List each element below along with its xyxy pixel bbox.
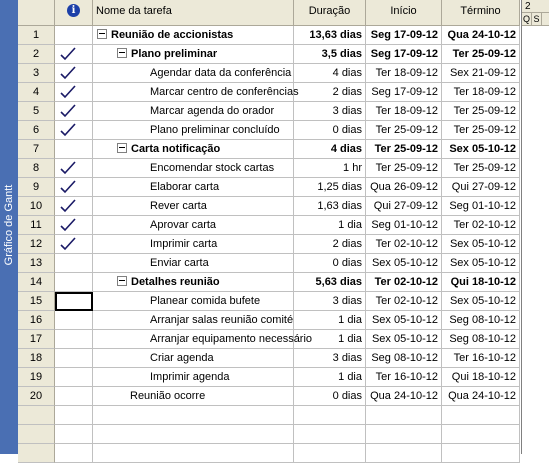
timescale-day: Q (522, 14, 530, 24)
task-row[interactable] (18, 216, 520, 235)
finish-cell[interactable]: Ter 16-10-12 (442, 349, 520, 368)
finish-cell[interactable]: Qua 24-10-12 (442, 387, 520, 406)
task-name-cell[interactable] (93, 368, 294, 387)
start-cell[interactable]: Seg 08-10-12 (366, 349, 442, 368)
indicator-cell[interactable] (55, 197, 93, 216)
empty-cell[interactable] (294, 406, 366, 425)
row-number[interactable]: 2 (18, 45, 55, 64)
finish-cell[interactable]: Ter 25-09-12 (442, 102, 520, 121)
empty-cell[interactable] (294, 425, 366, 444)
finish-cell[interactable]: Sex 05-10-12 (442, 254, 520, 273)
finish-cell[interactable]: Ter 25-09-12 (442, 121, 520, 140)
task-row[interactable] (18, 26, 520, 45)
indicator-cell[interactable] (55, 387, 93, 406)
duration-cell[interactable]: 1 dia (294, 330, 366, 349)
indicator-cell[interactable] (55, 311, 93, 330)
row-number[interactable]: 13 (18, 254, 55, 273)
select-all-corner[interactable] (18, 0, 55, 26)
checkmark-icon (60, 47, 76, 61)
empty-row[interactable] (18, 406, 520, 425)
checkmark-icon (60, 161, 76, 175)
task-name: Plano preliminar (131, 48, 218, 60)
start-cell[interactable]: Qua 24-10-12 (366, 387, 442, 406)
task-name-cell[interactable] (93, 121, 294, 140)
indicator-cell[interactable] (55, 64, 93, 83)
start-cell[interactable]: Sex 05-10-12 (366, 330, 442, 349)
empty-cell[interactable] (366, 406, 442, 425)
task-name-cell[interactable] (93, 254, 294, 273)
task-name: Encomendar stock cartas (150, 162, 275, 174)
collapse-icon[interactable] (97, 29, 107, 39)
row-number[interactable]: 12 (18, 235, 55, 254)
start-cell[interactable]: Sex 05-10-12 (366, 311, 442, 330)
task-name-cell[interactable] (93, 178, 294, 197)
start-cell[interactable]: Ter 16-10-12 (366, 368, 442, 387)
row-number[interactable]: 11 (18, 216, 55, 235)
checkmark-icon (60, 85, 76, 99)
finish-cell[interactable]: Qui 27-09-12 (442, 178, 520, 197)
start-cell[interactable]: Ter 25-09-12 (366, 159, 442, 178)
view-bar-label: Gráfico de Gantt (3, 184, 15, 266)
empty-cell[interactable] (442, 444, 520, 463)
timescale-minor (522, 13, 549, 26)
task-name-cell[interactable] (93, 140, 294, 159)
finish-column-header[interactable]: Término (442, 0, 520, 26)
task-name-cell[interactable] (93, 387, 294, 406)
task-name: Reunião ocorre (130, 390, 206, 402)
row-number[interactable]: 10 (18, 197, 55, 216)
start-cell[interactable]: Ter 25-09-12 (366, 121, 442, 140)
duration-cell[interactable]: 4 dias (294, 140, 366, 159)
duration-cell[interactable]: 2 dias (294, 235, 366, 254)
checkmark-icon (60, 123, 76, 137)
row-number[interactable]: 6 (18, 121, 55, 140)
duration-cell[interactable]: 0 dias (294, 387, 366, 406)
duration-cell[interactable]: 3 dias (294, 349, 366, 368)
task-name-cell[interactable] (93, 26, 294, 45)
finish-cell[interactable]: Qua 24-10-12 (442, 26, 520, 45)
finish-cell[interactable]: Ter 18-09-12 (442, 83, 520, 102)
row-number[interactable]: 18 (18, 349, 55, 368)
task-name: Agendar data da conferência (150, 67, 292, 79)
indicator-cell[interactable] (55, 235, 93, 254)
task-name: Arranjar equipamento necessário (150, 333, 313, 345)
task-row[interactable] (18, 349, 520, 368)
task-name-cell[interactable] (93, 273, 294, 292)
collapse-icon[interactable] (117, 276, 127, 286)
task-name: Planear comida bufete (150, 295, 261, 307)
empty-row[interactable] (18, 425, 520, 444)
finish-cell[interactable]: Sex 05-10-12 (442, 292, 520, 311)
empty-cell[interactable] (442, 406, 520, 425)
info-icon: i (67, 4, 80, 17)
empty-cell[interactable] (55, 406, 93, 425)
empty-cell[interactable] (18, 406, 55, 425)
task-name-cell[interactable] (93, 235, 294, 254)
row-number[interactable]: 9 (18, 178, 55, 197)
task-row[interactable] (18, 45, 520, 64)
empty-cell[interactable] (93, 425, 294, 444)
empty-cell[interactable] (294, 444, 366, 463)
row-number[interactable]: 8 (18, 159, 55, 178)
start-cell[interactable]: Ter 02-10-12 (366, 235, 442, 254)
task-row[interactable] (18, 235, 520, 254)
start-cell[interactable]: Qui 27-09-12 (366, 197, 442, 216)
timescale-day: S (532, 13, 542, 26)
indicator-cell[interactable] (55, 254, 93, 273)
task-name: Marcar centro de conferências (150, 86, 299, 98)
empty-cell[interactable] (55, 444, 93, 463)
active-cell-outline[interactable] (55, 292, 93, 311)
checkmark-icon (60, 218, 76, 232)
start-cell[interactable]: Ter 18-09-12 (366, 64, 442, 83)
start-column-header[interactable]: Início (366, 0, 442, 26)
duration-cell[interactable]: 3 dias (294, 102, 366, 121)
finish-cell[interactable]: Qui 18-10-12 (442, 368, 520, 387)
duration-cell[interactable]: 0 dias (294, 254, 366, 273)
row-number[interactable]: 16 (18, 311, 55, 330)
task-name: Criar agenda (150, 352, 214, 364)
checkmark-icon (60, 237, 76, 251)
finish-cell[interactable]: Qui 18-10-12 (442, 273, 520, 292)
checkmark-icon (60, 66, 76, 80)
duration-cell[interactable]: 1 dia (294, 368, 366, 387)
collapse-icon[interactable] (117, 48, 127, 58)
task-name: Plano preliminar concluído (150, 124, 280, 136)
empty-cell[interactable] (93, 406, 294, 425)
task-name-cell[interactable] (93, 349, 294, 368)
checkmark-icon (60, 199, 76, 213)
indicator-cell[interactable] (55, 273, 93, 292)
task-row[interactable] (18, 292, 520, 311)
indicator-cell[interactable] (55, 83, 93, 102)
task-name: Aprovar carta (150, 219, 217, 231)
task-name-column-header[interactable]: Nome da tarefa (93, 0, 294, 26)
start-cell[interactable]: Ter 18-09-12 (366, 102, 442, 121)
task-row[interactable] (18, 368, 520, 387)
row-number[interactable]: 4 (18, 83, 55, 102)
row-number[interactable]: 17 (18, 330, 55, 349)
task-row[interactable] (18, 254, 520, 273)
start-cell[interactable]: Ter 25-09-12 (366, 140, 442, 159)
duration-column-header[interactable]: Duração (294, 0, 366, 26)
finish-cell[interactable]: Seg 01-10-12 (442, 197, 520, 216)
row-number[interactable]: 3 (18, 64, 55, 83)
task-name: Carta notificação (131, 143, 221, 155)
task-name: Imprimir carta (150, 238, 218, 250)
task-name: Detalhes reunião (131, 276, 220, 288)
start-cell[interactable]: Ter 02-10-12 (366, 292, 442, 311)
empty-cell[interactable] (93, 444, 294, 463)
task-row[interactable] (18, 311, 520, 330)
task-row[interactable] (18, 102, 520, 121)
checkmark-icon (60, 104, 76, 118)
task-row[interactable] (18, 330, 520, 349)
finish-cell[interactable]: Ter 25-09-12 (442, 45, 520, 64)
start-cell[interactable]: Ter 02-10-12 (366, 273, 442, 292)
indicator-cell[interactable] (55, 45, 93, 64)
finish-cell[interactable]: Sex 05-10-12 (442, 235, 520, 254)
duration-cell[interactable]: 1 dia (294, 311, 366, 330)
indicator-cell[interactable] (55, 368, 93, 387)
task-name-cell[interactable] (93, 159, 294, 178)
indicator-cell[interactable] (55, 26, 93, 45)
task-name-cell[interactable] (93, 45, 294, 64)
finish-cell[interactable]: Ter 02-10-12 (442, 216, 520, 235)
indicator-cell[interactable] (55, 121, 93, 140)
start-cell[interactable]: Qua 26-09-12 (366, 178, 442, 197)
start-cell[interactable]: Seg 01-10-12 (366, 216, 442, 235)
task-row[interactable] (18, 178, 520, 197)
view-bar[interactable] (0, 0, 19, 454)
duration-cell[interactable]: 13,63 dias (294, 26, 366, 45)
duration-cell[interactable]: 2 dias (294, 83, 366, 102)
task-row[interactable] (18, 273, 520, 292)
task-name: Elaborar carta (150, 181, 220, 193)
indicator-cell[interactable] (55, 330, 93, 349)
empty-cell[interactable] (366, 425, 442, 444)
task-name: Imprimir agenda (150, 371, 230, 383)
indicators-column-header[interactable] (55, 0, 93, 26)
collapse-icon[interactable] (117, 143, 127, 153)
finish-cell[interactable]: Seg 08-10-12 (442, 311, 520, 330)
row-number[interactable]: 1 (18, 26, 55, 45)
duration-cell[interactable]: 1,63 dias (294, 197, 366, 216)
duration-cell[interactable]: 0 dias (294, 121, 366, 140)
indicator-cell[interactable] (55, 349, 93, 368)
empty-cell[interactable] (55, 425, 93, 444)
row-number[interactable]: 7 (18, 140, 55, 159)
task-row[interactable] (18, 64, 520, 83)
duration-cell[interactable]: 5,63 dias (294, 273, 366, 292)
task-name: Reunião de accionistas (111, 29, 234, 41)
task-name-cell[interactable] (93, 64, 294, 83)
indicator-cell[interactable] (55, 159, 93, 178)
duration-cell[interactable]: 1 dia (294, 216, 366, 235)
task-row[interactable] (18, 83, 520, 102)
empty-cell[interactable] (18, 444, 55, 463)
empty-cell[interactable] (18, 425, 55, 444)
start-cell[interactable]: Seg 17-09-12 (366, 26, 442, 45)
task-name: Rever carta (150, 200, 207, 212)
duration-cell[interactable]: 1,25 dias (294, 178, 366, 197)
checkmark-icon (60, 180, 76, 194)
duration-cell[interactable]: 3,5 dias (294, 45, 366, 64)
empty-cell[interactable] (366, 444, 442, 463)
indicator-cell[interactable] (55, 178, 93, 197)
row-number[interactable]: 15 (18, 292, 55, 311)
task-row[interactable] (18, 197, 520, 216)
gantt-chart-pane[interactable] (521, 0, 549, 454)
row-number[interactable]: 5 (18, 102, 55, 121)
indicator-cell[interactable] (55, 216, 93, 235)
task-name: Marcar agenda do orador (150, 105, 275, 117)
task-name-cell[interactable] (93, 197, 294, 216)
row-number[interactable]: 20 (18, 387, 55, 406)
row-number[interactable]: 19 (18, 368, 55, 387)
indicator-cell[interactable] (55, 102, 93, 121)
task-sheet[interactable] (18, 0, 520, 454)
start-cell[interactable]: Seg 17-09-12 (366, 45, 442, 64)
task-row[interactable] (18, 121, 520, 140)
task-name-cell[interactable] (93, 216, 294, 235)
duration-cell[interactable]: 4 dias (294, 64, 366, 83)
duration-cell[interactable]: 1 hr (294, 159, 366, 178)
finish-cell[interactable]: Sex 21-09-12 (442, 64, 520, 83)
start-cell[interactable]: Sex 05-10-12 (366, 254, 442, 273)
task-name-cell[interactable] (93, 102, 294, 121)
empty-cell[interactable] (442, 425, 520, 444)
duration-cell[interactable]: 3 dias (294, 292, 366, 311)
start-cell[interactable]: Seg 17-09-12 (366, 83, 442, 102)
row-number[interactable]: 14 (18, 273, 55, 292)
timescale-major: 2 (522, 0, 549, 13)
finish-cell[interactable]: Sex 05-10-12 (442, 140, 520, 159)
task-name-cell[interactable] (93, 83, 299, 102)
task-name-cell[interactable] (93, 330, 313, 349)
task-name-cell[interactable] (93, 292, 294, 311)
empty-row[interactable] (18, 444, 520, 463)
finish-cell[interactable]: Ter 25-09-12 (442, 159, 520, 178)
indicator-cell[interactable] (55, 140, 93, 159)
finish-cell[interactable]: Seg 08-10-12 (442, 330, 520, 349)
task-name: Enviar carta (150, 257, 209, 269)
task-name-cell[interactable] (93, 311, 294, 330)
task-row[interactable] (18, 159, 520, 178)
task-name: Arranjar salas reunião comité (150, 314, 294, 326)
task-row[interactable] (18, 387, 520, 406)
task-row[interactable] (18, 140, 520, 159)
